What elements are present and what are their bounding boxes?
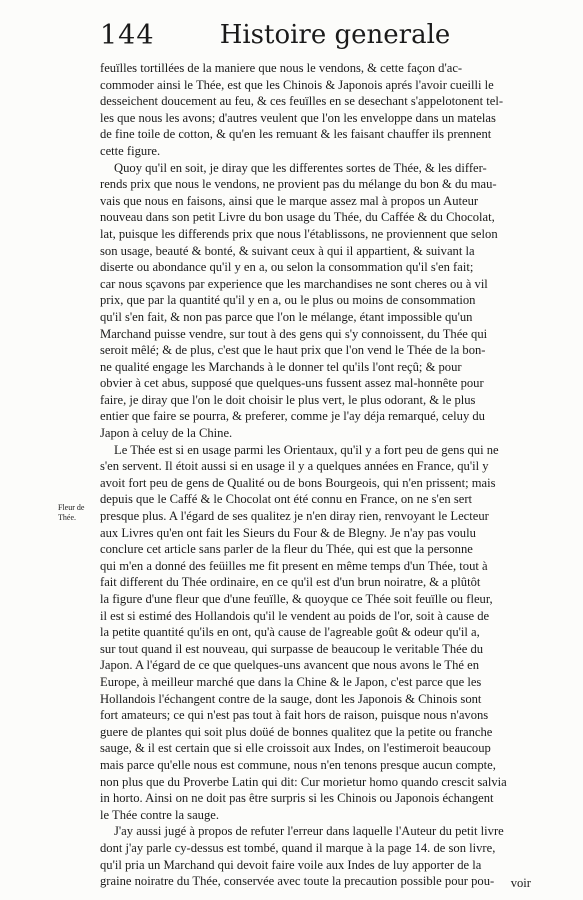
text-line: cette figure. — [100, 143, 161, 158]
paragraph — [100, 823, 530, 889]
body-text — [100, 60, 530, 890]
text-line: dont j'ay parle cy-dessus est tombé, quand il marque à la page 14. de son livre, — [100, 840, 496, 855]
catchword: voir — [510, 876, 531, 890]
text-line: Hollandois l'échangent contre de la sauge, dont les Japonois & Chinois sont — [100, 691, 482, 706]
text-line: guere de plantes qui soit plus doüé de bonnes qualitez que la petite ou franche — [100, 724, 493, 739]
text-line: obvier à cet abus, supposé que quelques-uns fussent assez mal-honnête pour — [100, 376, 484, 391]
text-line: la petite quantité qu'ils en ont, qu'à cause de l'agreable goût & odeur qu'il a, — [100, 625, 480, 640]
text-line: lat, puisque les differends prix que nous l'établissons, ne proviennent que selon — [100, 226, 498, 241]
text-line: non plus que du Proverbe Latin qui dit: Cur morietur homo quando crescit salvia — [100, 774, 507, 789]
text-line: seroit mêlé; & de plus, c'est que le haut prix que l'on vend le Thée de la bon- — [100, 343, 486, 358]
text-line: fort amateurs; ce qui n'est pas tout à fait hors de raison, puisque nous n'avons — [100, 708, 489, 723]
text-line: prix, que par la quantité qu'il y en a, ou le plus ou moins de consommation — [100, 293, 476, 308]
text-line: presque plus. A l'égard de ses qualitez je n'en diray rien, renvoyant le Lecteur — [100, 509, 489, 524]
text-line: diserte ou abondance qu'il y en a, ou selon la consommation qu'il s'en fait; — [100, 260, 474, 275]
paragraph — [100, 160, 530, 442]
text-line: depuis que le Caffé & le Chocolat ont été connu en France, on ne s'en sert — [100, 492, 473, 507]
text-line: qui m'en a donné des feüilles me fit present en même temps d'un Thée, tout à — [100, 558, 488, 573]
text-line: de fine toile de cotton, & qu'en les remuant & les faisant chauffer ils prennent — [100, 127, 492, 142]
text-line: Japon à celuy de la Chine. — [100, 426, 233, 441]
text-line: faire, je diray que l'on le doit choisir le plus vert, le plus odorant, & le plus — [100, 392, 476, 407]
text-line: qu'il s'en fait, & non pas parce que l'on le mélange, étant impossible qu'un — [100, 309, 473, 324]
page-number: 144 — [100, 20, 155, 51]
text-line: fait different du Thée ordinaire, en ce qu'il est d'un brun noiratre, & a plûtôt — [100, 575, 481, 590]
text-line: les que nous les avons; d'autres veulent que l'on les enveloppe dans un matelas — [100, 110, 496, 125]
text-line: Marchand puisse vendre, sur tout à des gens qui s'y connoissent, du Thée qui — [100, 326, 488, 341]
text-line: s'en servent. Il étoit aussi si en usage il y a quelques années en France, qu'il y — [100, 459, 489, 474]
text-line: Europe, à meilleur marché que dans la Chine & le Japon, c'est parce que les — [100, 674, 482, 689]
text-line: qu'il pria un Marchand qui devoit faire voile aux Indes de luy apporter de la — [100, 857, 482, 872]
text-line: ne qualité engage les Marchands à le donner tel qu'ils l'ont reçû; & pour — [100, 359, 462, 374]
text-line: sur tout quand il est nouveau, qui surpasse de beaucoup le veritable Thée du — [100, 641, 484, 656]
text-line: il est si estimé des Hollandois qu'il le vendent au poids de l'or, soit à cause de — [100, 608, 490, 623]
text-line: graine noiratre du Thée, conservée avec toute la precaution possible pour pou- — [100, 874, 495, 889]
running-title: Histoire generale — [219, 20, 451, 50]
text-line: sauge, & il est certain que si elle croissoit aux Indes, on l'estimeroit beaucoup — [100, 741, 491, 756]
text-line: aux Livres qu'en ont fait les Sieurs du Four & de Blegny. Je n'ay pas voulu — [100, 525, 476, 540]
text-line: Quoy qu'il en soit, je diray que les differentes sortes de Thée, & les differ- — [114, 160, 487, 175]
paragraph — [100, 442, 530, 824]
marginal-note-line: Fleur de — [58, 503, 85, 512]
text-line: nouveau dans son petit Livre du bon usage du Thée, du Caffée & du Chocolat, — [100, 210, 495, 225]
text-line: Japon. A l'égard de ce que quelques-uns avancent que nous avons le Thé en — [100, 658, 480, 673]
text-line: le Thée contre la sauge. — [100, 807, 220, 822]
text-line: J'ay aussi jugé à propos de refuter l'erreur dans laquelle l'Auteur du petit livre — [114, 824, 504, 839]
text-line: in horto. Ainsi on ne doit pas être surpris si les Chinois ou Japonois échangent — [100, 791, 494, 806]
text-line: Le Thée est si en usage parmi les Orientaux, qu'il y a fort peu de gens qui ne — [114, 442, 499, 457]
text-line: conclure cet article sans parler de la fleur du Thée, qui est que la personne — [100, 542, 473, 557]
marginal-note-line: Thée. — [58, 513, 76, 522]
text-line: feuïlles tortillées de la maniere que nous le vendons, & cette façon d'ac- — [100, 61, 463, 75]
text-line: son usage, beauté & bonté, & suivant ceux à qui il appartient, & suivant la — [100, 243, 475, 258]
text-line: la figure d'une fleur que d'une feuïlle, & quoyque ce Thée soit feuïlle ou fleur, — [100, 592, 493, 606]
text-line: avoit fort peu de gens de Qualité ou de bons Bourgeois, qui n'en prissent; mais — [100, 475, 496, 490]
text-line: desseichent doucement au feu, & ces feuïlles en se desechant s'appelotonent tel- — [100, 94, 504, 109]
text-line: commoder ainsi le Thée, est que les Chinois & Japonois aprés l'avoir cueilli le — [100, 77, 494, 92]
text-line: vais que nous en faisons, ainsi que le marque assez mal à propos un Auteur — [100, 193, 479, 208]
page-header — [100, 20, 540, 54]
paragraph — [100, 60, 530, 160]
text-line: car nous sçavons par experience que les marchandises ne sont cheres ou à vil — [100, 276, 488, 291]
text-line: entier que faire se pourra, & preferer, comme je l'ay déja remarqué, celuy du — [100, 409, 485, 424]
marginal-note — [58, 503, 96, 523]
text-line: mais parce qu'elle nous est commune, nous n'en tenons presque aucun compte, — [100, 757, 496, 772]
text-line: rends prix que nous le vendons, ne provient pas du mélange du bon & du mau- — [100, 177, 497, 192]
